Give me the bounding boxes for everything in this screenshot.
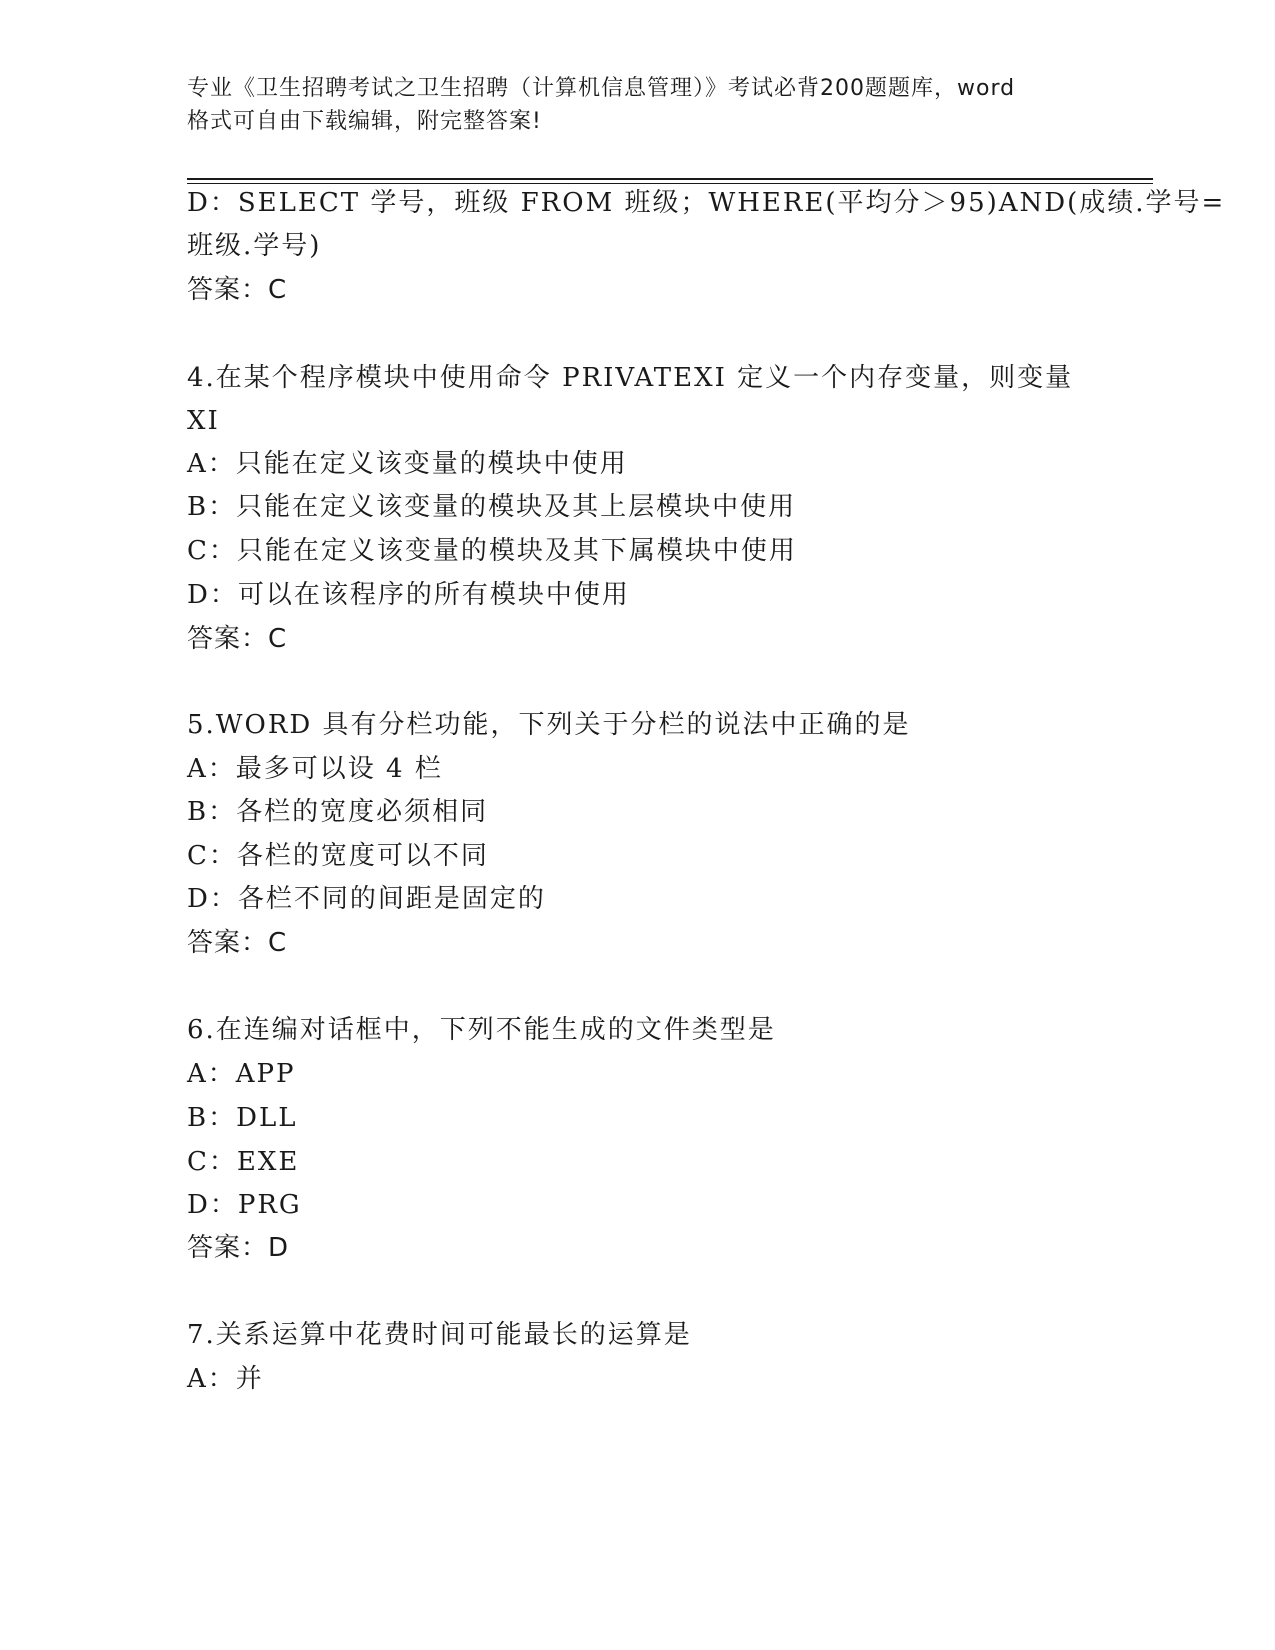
q4-option-c: C：只能在定义该变量的模块及其下属模块中使用: [187, 536, 797, 566]
header-title-line-2: 格式可自由下载编辑，附完整答案!: [187, 109, 542, 134]
header-divider-thin: [187, 183, 1153, 184]
q6-option-b: B：DLL: [187, 1103, 298, 1133]
q5-option-b: B：各栏的宽度必须相同: [187, 797, 489, 827]
q6-option-d: D：PRG: [187, 1190, 302, 1220]
q4-option-d: D：可以在该程序的所有模块中使用: [187, 580, 630, 610]
q6-stem: 6.在连编对话框中，下列不能生成的文件类型是: [187, 1015, 776, 1045]
q5-option-c: C：各栏的宽度可以不同: [187, 841, 489, 871]
q5-option-d: D：各栏不同的间距是固定的: [187, 884, 546, 914]
q4-option-b: B：只能在定义该变量的模块及其上层模块中使用: [187, 492, 797, 522]
q6-option-c: C：EXE: [187, 1147, 300, 1177]
q4-answer: 答案：C: [187, 624, 288, 654]
document-header: [187, 72, 1087, 138]
q7-option-a: A：并: [187, 1364, 264, 1394]
header-divider-thick: [187, 178, 1153, 180]
q5-answer: 答案：C: [187, 928, 288, 958]
q4-stem-line-2: XI: [187, 406, 220, 436]
q3-option-d-line-1: D：SELECT 学号，班级 FROM 班级；WHERE(平均分＞95)AND(成绩.学号=: [187, 188, 1226, 218]
q4-option-a: A：只能在定义该变量的模块中使用: [187, 449, 628, 479]
q3-option-d-line-2: 班级.学号): [187, 231, 322, 261]
q5-stem: 5.WORD 具有分栏功能，下列关于分栏的说法中正确的是: [187, 710, 911, 740]
q4-stem-line-1: 4.在某个程序模块中使用命令 PRIVATEXI 定义一个内存变量，则变量: [187, 363, 1074, 393]
q3-answer: 答案：C: [187, 275, 288, 305]
q6-answer: 答案：D: [187, 1233, 290, 1263]
q7-stem: 7.关系运算中花费时间可能最长的运算是: [187, 1320, 692, 1350]
header-title-line-1: 专业《卫生招聘考试之卫生招聘（计算机信息管理）》考试必背200题题库，word: [187, 76, 1016, 101]
q6-option-a: A：APP: [187, 1059, 296, 1089]
q5-option-a: A：最多可以设 4 栏: [187, 754, 443, 784]
